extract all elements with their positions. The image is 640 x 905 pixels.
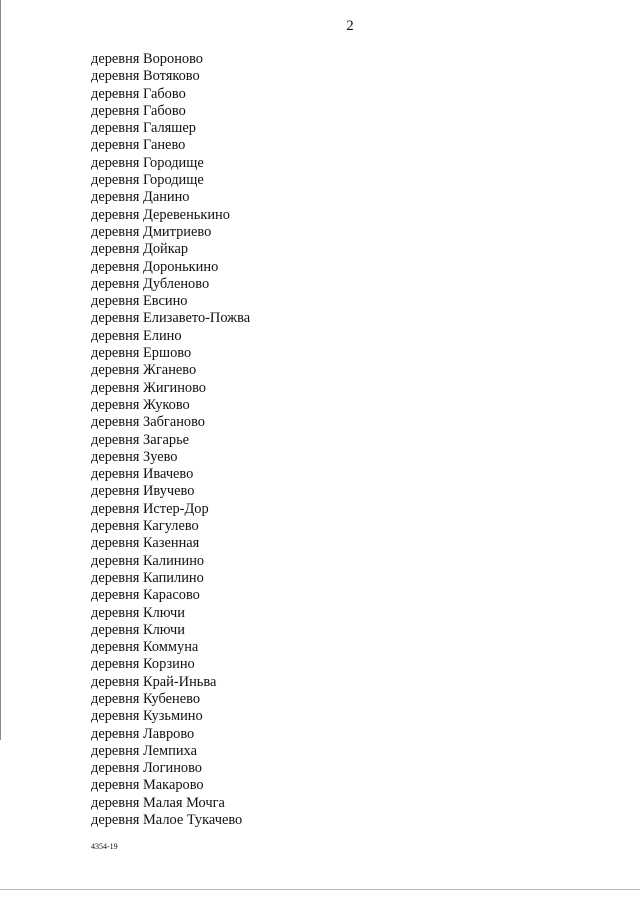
settlement-item: деревня Ивучево [91,483,195,500]
settlement-item: деревня Ивачево [91,466,194,483]
settlement-item: деревня Доронькино [91,258,219,275]
settlement-item: деревня Дойкар [91,241,189,258]
settlement-item: деревня Логиново [91,760,202,777]
settlement-item: деревня Габово [91,102,186,119]
settlement-item: деревня Край-Иньва [91,673,217,690]
settlement-item: деревня Елизавето-Пожва [91,310,251,327]
settlement-item: деревня Карасово [91,587,200,604]
settlement-item: деревня Малая Мочга [91,794,225,811]
settlement-item: деревня Жигиново [91,379,206,396]
settlement-item: деревня Елино [91,327,182,344]
settlement-item: деревня Дубленово [91,275,210,292]
settlement-item: деревня Ершово [91,345,192,362]
settlement-item: деревня Деревенькино [91,206,230,223]
settlement-item: деревня Дмитриево [91,223,212,240]
settlement-item: деревня Загарье [91,431,190,448]
settlement-item: деревня Макарово [91,777,204,794]
settlement-item: деревня Городище [91,154,204,171]
document-code: 4354-19 [91,842,118,851]
settlement-item: деревня Данино [91,189,190,206]
settlement-item: деревня Лаврово [91,725,195,742]
settlement-item: деревня Ключи [91,604,185,621]
page-number: 2 [346,18,354,34]
settlement-item: деревня Малое Тукачево [91,812,243,829]
settlement-item: деревня Жуково [91,396,190,413]
settlement-item: деревня Калинино [91,552,205,569]
settlement-list [91,51,250,829]
settlement-item: деревня Капилино [91,569,204,586]
settlement-item: деревня Корзино [91,656,195,673]
settlement-item: деревня Кубенево [91,690,201,707]
settlement-item: деревня Забганово [91,414,206,431]
bottom-rule [0,889,640,890]
settlement-item: деревня Евсино [91,293,188,310]
settlement-item: деревня Ганево [91,137,186,154]
settlement-item: деревня Коммуна [91,639,199,656]
settlement-item: деревня Казенная [91,535,200,552]
settlement-item: деревня Вороново [91,51,203,67]
settlement-item: деревня Зуево [91,448,178,465]
settlement-item: деревня Кагулево [91,518,199,535]
settlement-item: деревня Кузьмино [91,708,203,725]
settlement-item: деревня Городище [91,172,204,189]
settlement-item: деревня Галяшер [91,120,196,137]
settlement-item: деревня Лемпиха [91,742,197,759]
settlement-item: деревня Истер-Дор [91,500,209,517]
settlement-item: деревня Габово [91,85,186,102]
settlement-item: деревня Ключи [91,621,185,638]
left-scan-edge [0,0,1,740]
settlement-item: деревня Жганево [91,362,197,379]
settlement-item: деревня Вотяково [91,68,200,85]
